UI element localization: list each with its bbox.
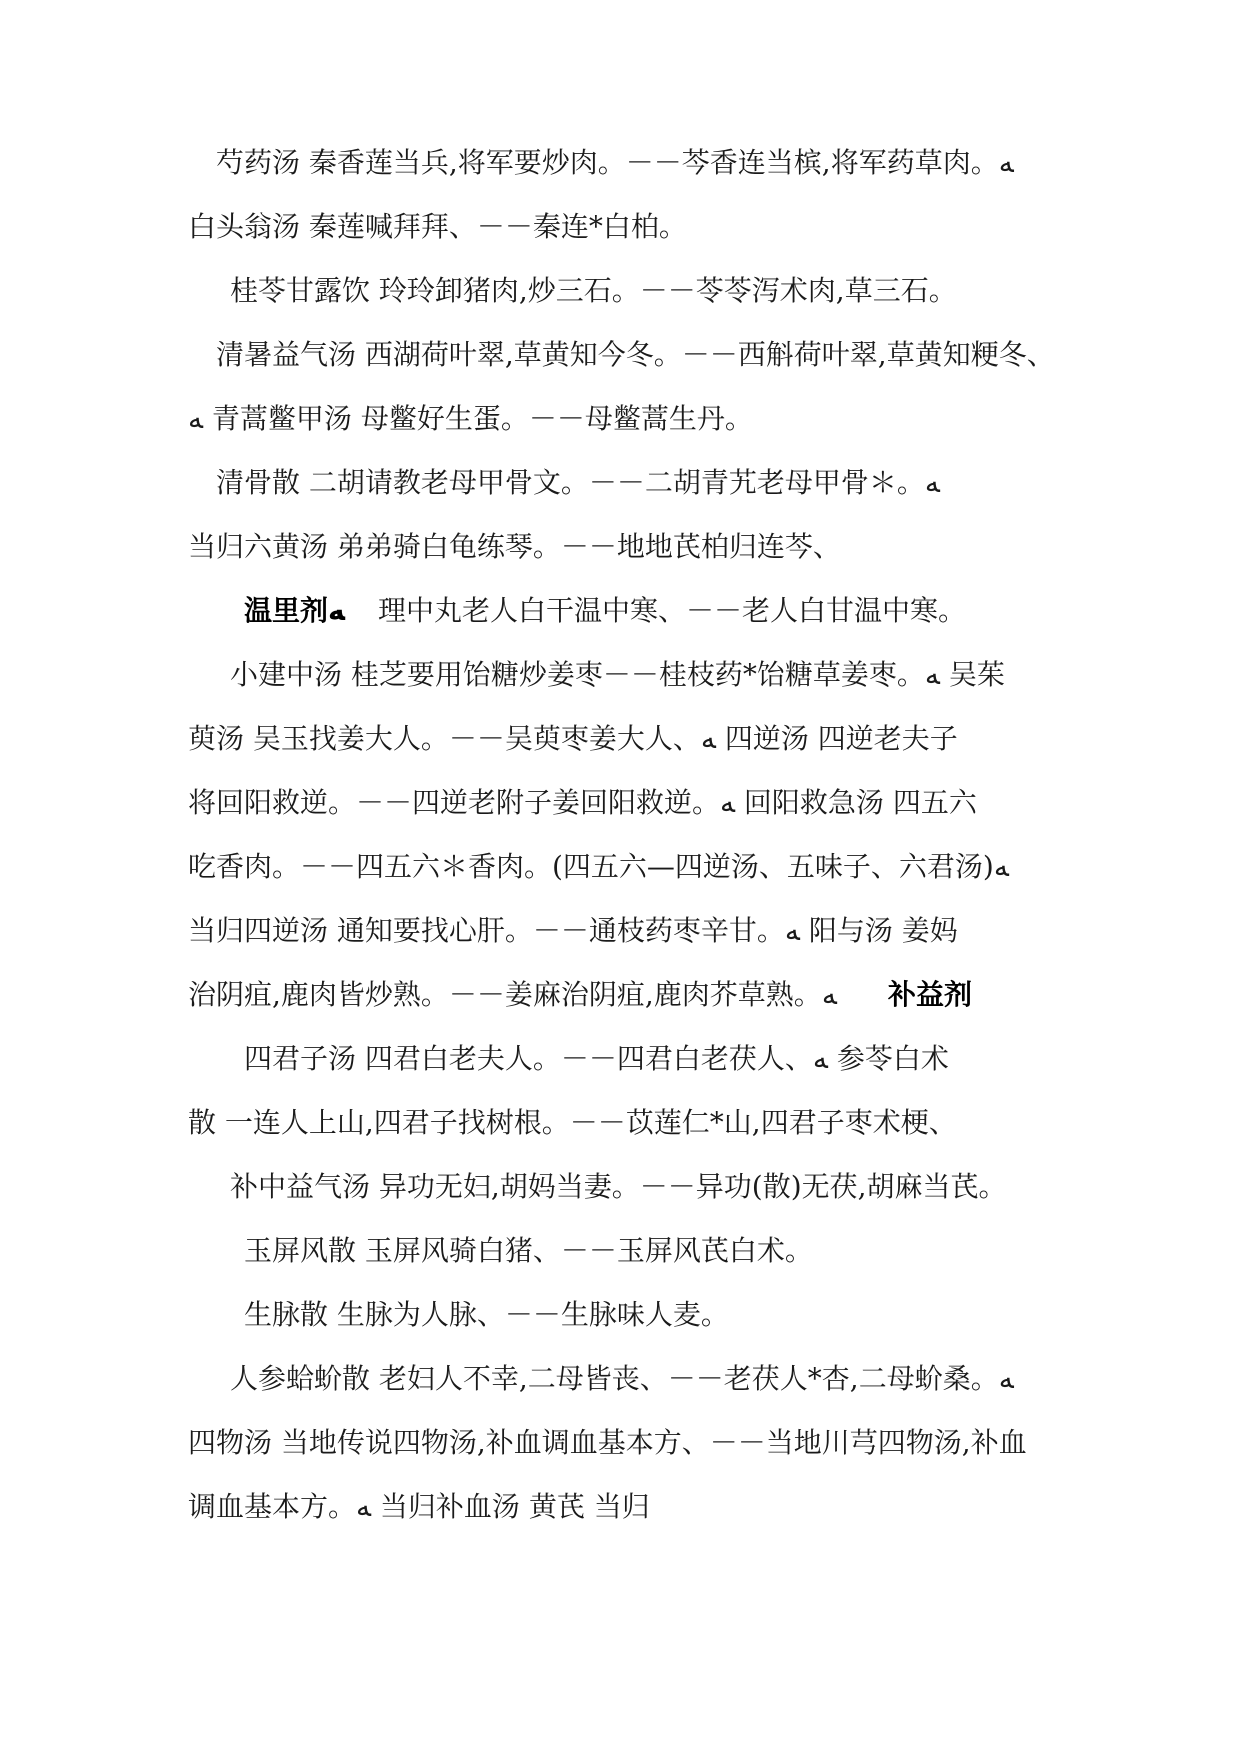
text-line: 当归四逆汤 通知要找心肝。－－通枝药枣辛甘。ﻪ 阳与汤 姜妈 <box>188 914 958 947</box>
text-line: 清暑益气汤 西湖荷叶翠,草黄知今冬。－－西斛荷叶翠,草黄知粳冬、 <box>216 338 1055 371</box>
text-line: 玉屏风散 玉屏风骑白猪、－－玉屏风芪白术。 <box>244 1234 813 1267</box>
text-line: 将回阳救逆。－－四逆老附子姜回阳救逆。ﻪ 回阳救急汤 四五六 <box>188 786 977 819</box>
text-line: 散 一连人上山,四君子找树根。－－苡莲仁*山,四君子枣术梗、 <box>188 1106 957 1139</box>
text-line: 当归六黄汤 弟弟骑白龟练琴。－－地地芪柏归连芩、 <box>188 530 841 563</box>
text-line: 芍药汤 秦香莲当兵,将军要炒肉。－－芩香连当槟,将军药草肉。ﻪ <box>216 146 1014 179</box>
section-heading: 补益剂 <box>888 978 973 1011</box>
text-line: 补中益气汤 异功无妇,胡妈当妻。－－异功(散)无茯,胡麻当芪。 <box>230 1170 1007 1203</box>
text-line: 治阴疽,鹿肉皆炒熟。－－姜麻治阴疽,鹿肉芥草熟。ﻪ <box>188 978 837 1011</box>
text-line: 四物汤 当地传说四物汤,补血调血基本方、－－当地川芎四物汤,补血 <box>188 1426 1027 1459</box>
text-line: 桂苓甘露饮 玲玲卸猪肉,炒三石。－－苓苓泻术肉,草三石。 <box>230 274 957 307</box>
text-line: 生脉散 生脉为人脉、－－生脉味人麦。 <box>244 1298 729 1331</box>
text-line: 调血基本方。ﻪ 当归补血汤 黄芪 当归 <box>188 1490 650 1523</box>
text-line: 萸汤 吴玉找姜大人。－－吴萸枣姜大人、ﻪ 四逆汤 四逆老夫子 <box>188 722 958 755</box>
text-line: 理中丸老人白干温中寒、－－老人白甘温中寒。 <box>378 594 967 627</box>
text-line: 清骨散 二胡请教老母甲骨文。－－二胡青艽老母甲骨＊。ﻪ <box>216 466 940 499</box>
text-line: 白头翁汤 秦莲喊拜拜、－－秦连*白柏。 <box>188 210 687 243</box>
text-line: 四君子汤 四君白老夫人。－－四君白老茯人、ﻪ 参苓白术 <box>244 1042 949 1075</box>
text-line: ﻪ 青蒿鳖甲汤 母鳖好生蛋。－－母鳖蒿生丹。 <box>188 402 753 435</box>
text-line: 吃香肉。－－四五六＊香肉。(四五六—四逆汤、五味子、六君汤)ﻪ <box>188 850 1009 883</box>
text-line: 人参蛤蚧散 老妇人不幸,二母皆丧、－－老茯人*杏,二母蚧桑。ﻪ <box>230 1362 1014 1395</box>
section-heading: 温里剂ﻪ <box>244 594 345 627</box>
text-line: 小建中汤 桂芝要用饴糖炒姜枣－－桂枝药*饴糖草姜枣。ﻪ 吴茱 <box>230 658 1005 691</box>
